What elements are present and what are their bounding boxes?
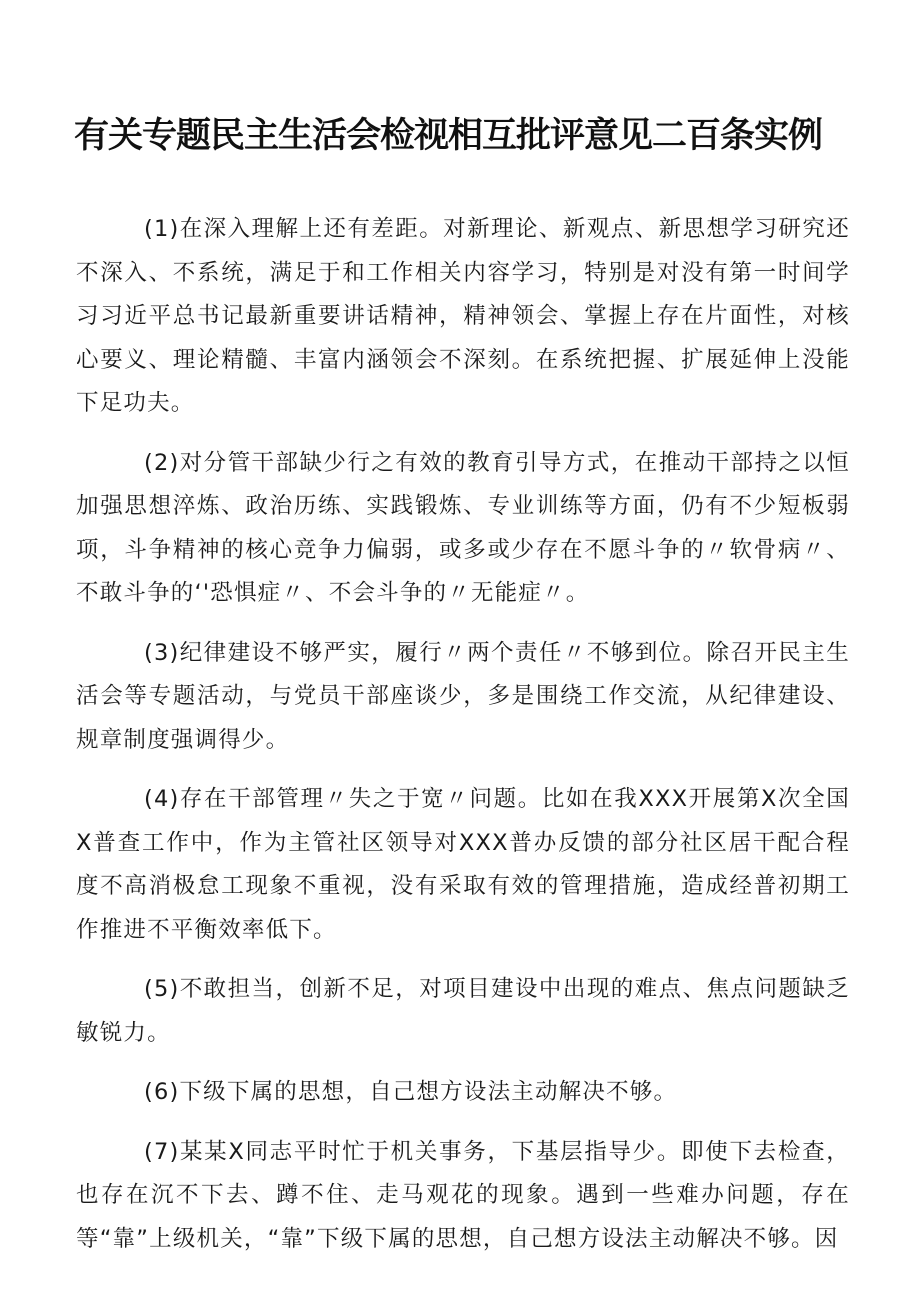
paragraph-2: (2)对分管干部缺少行之有效的教育引导方式，在推动干部持之以恒加强思想淬炼、政治历练、实践锻炼、专业训练等方面，仍有不少短板弱项，斗争精神的核心竞争力偏弱，或多或少存在不愿斗争的〃软骨病〃、不敢斗争的‘'恐惧症〃、不会斗争的〃无能症〃。 <box>76 449 850 606</box>
paragraph-7: (7)某某X同志平时忙于机关事务，下基层指导少。即使下去检查，也存在沉不下去、蹲不住、走马观花的现象。遇到一些难办问题，存在等“靠”上级机关，“靠”下级下属的思想，自己想方设法主动解决不够。因 <box>76 1138 850 1252</box>
paragraph-3: (3)纪律建设不够严实，履行〃两个责任〃不够到位。除召开民主生活会等专题活动，与党员干部座谈少，多是围绕工作交流，从纪律建设、规章制度强调得少。 <box>76 639 850 753</box>
paragraph-5: (5)不敢担当，创新不足，对项目建设中出现的难点、焦点问题缺乏敏锐力。 <box>76 976 850 1046</box>
document-body <box>76 208 850 1277</box>
paragraph-1: (1)在深入理解上还有差距。对新理论、新观点、新思想学习研究还不深入、不系统，满足于和工作相关内容学习，特别是对没有第一时间学习习近平总书记最新重要讲话精神，精神领会、掌握上存在片面性，对核心要义、理论精髓、丰富内涵领会不深刻。在系统把握、扩展延伸上没能下足功夫。 <box>76 216 850 416</box>
paragraph-6: (6)下级下属的思想，自己想方设法主动解决不够。 <box>144 1079 678 1105</box>
paragraph-4: (4)存在干部管理〃失之于宽〃问题。比如在我XXX开展第X次全国X普查工作中，作为主管社区领导对XXX普办反馈的部分社区居干配合程度不高消极怠工现象不重视，没有采取有效的管理措施，造成经普初期工作推进不平衡效率低下。 <box>76 786 850 943</box>
document-title: 有关专题民主生活会检视相互批评意见二百条实例 <box>74 116 823 156</box>
